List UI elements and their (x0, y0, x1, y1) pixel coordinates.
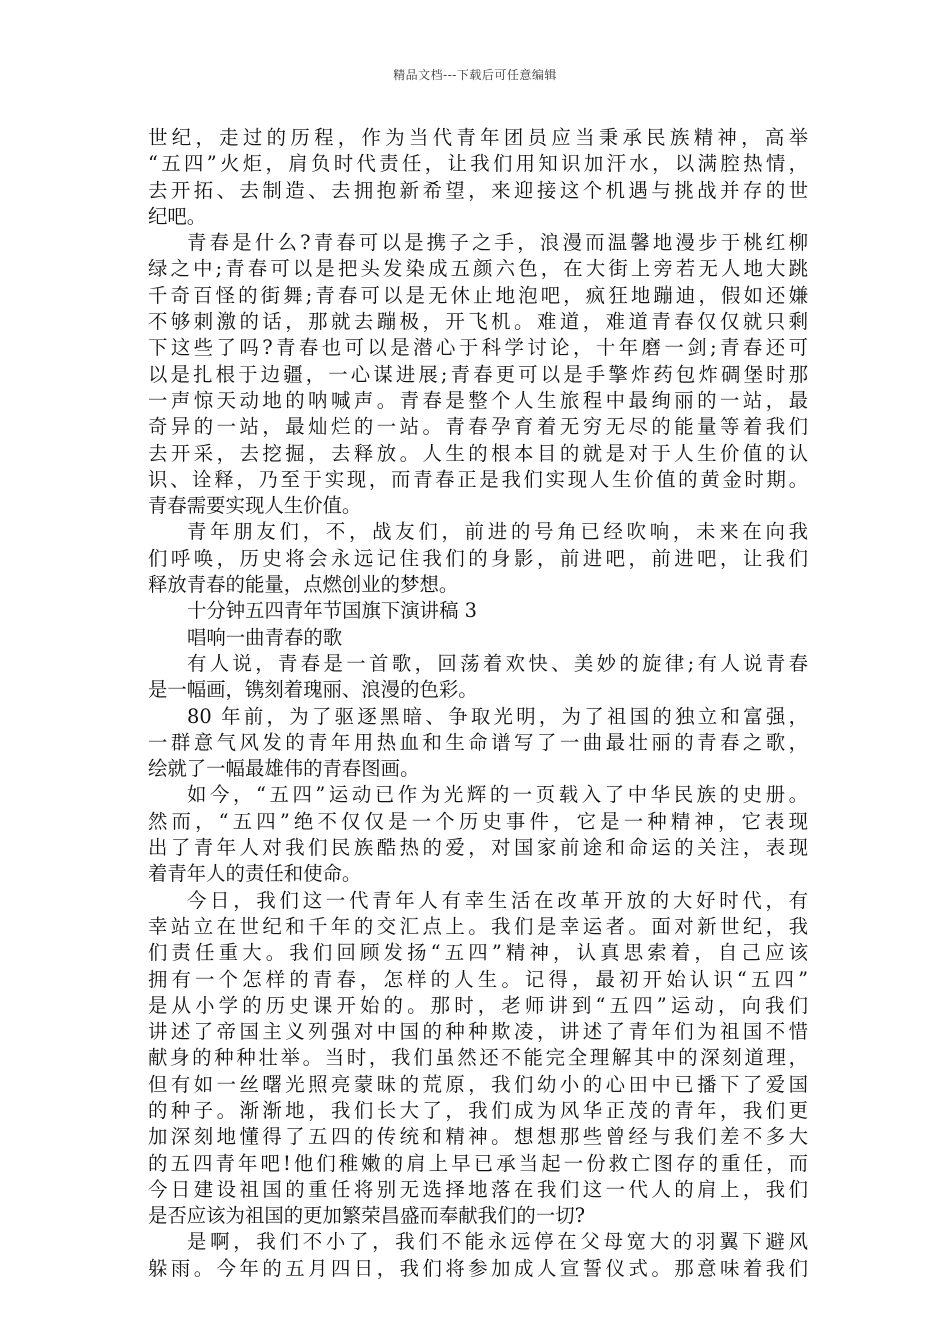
text-line: 着青年人的责任和使命。 (148, 862, 362, 886)
text-line: 有人说，青春是一首歌，回荡着欢快、美妙的旋律;有人说青春 (187, 651, 808, 675)
text-line: 是从小学的历史课开始的。那时，老师讲到“五四”运动，向我们 (148, 993, 808, 1017)
text-line: 世纪，走过的历程，作为当代青年团员应当秉承民族精神，高举 (148, 126, 808, 149)
text-line: 绘就了一幅最雄伟的青春图画。 (148, 757, 420, 781)
text-line: 们呼唤，历史将会永远记住我们的身影，前进吧，前进吧，让我们 (148, 546, 808, 570)
text-line: 十分钟五四青年节国旗下演讲稿 3 (187, 599, 477, 623)
text-line: 青春需要实现人生价值。 (148, 494, 362, 518)
text-line: 奇异的一站，最灿烂的一站。青春孕育着无穷无尽的能量等着我们 (148, 415, 808, 439)
text-line: 纪吧。 (148, 204, 207, 228)
text-line: 幸站立在世纪和千年的交汇点上。我们是幸运者。面对新世纪，我 (148, 914, 808, 938)
text-line: 千奇百怪的街舞;青春可以是无休止地泡吧，疯狂地蹦迪，假如还嫌 (148, 283, 808, 307)
text-line: 识、诠释，乃至于实现，而青春正是我们实现人生价值的黄金时期。 (148, 467, 808, 491)
text-line: 讲述了帝国主义列强对中国的种种欺凌，讲述了青年们为祖国不惜 (148, 1020, 808, 1044)
text-line: 出了青年人对我们民族酷热的爱，对国家前途和命运的关注，表现 (148, 836, 808, 860)
page-header: 精品文档---下载后可任意编辑 (393, 68, 557, 82)
text-line: 去开拓、去制造、去拥抱新希望，来迎接这个机遇与挑战并存的世 (148, 178, 808, 202)
text-line: 今日建设祖国的重任将别无选择地落在我们这一代人的肩上，我们 (148, 1177, 808, 1201)
text-line: 然而，“五四”绝不仅仅是一个历史事件，它是一种精神，它表现 (148, 809, 808, 833)
text-line: 如今，“五四”运动已作为光辉的一页载入了中华民族的史册。 (187, 783, 808, 807)
text-line: 的种子。渐渐地，我们长大了，我们成为风华正茂的青年，我们更 (148, 1098, 808, 1122)
text-line: 拥有一个怎样的青春，怎样的人生。记得，最初开始认识“五四” (148, 967, 808, 991)
text-line: 去开采，去挖掘，去释放。人生的根本目的就是对于人生价值的认 (148, 441, 808, 465)
text-line: 唱响一曲青春的歌 (187, 625, 343, 649)
text-line: 下这些了吗?青春也可以是潜心于科学讨论，十年磨一剑;青春还可 (148, 336, 808, 360)
text-line: “五四”火炬，肩负时代责任，让我们用知识加汗水，以满腔热情， (148, 152, 808, 176)
text-line: 青春是什么?青春可以是携子之手，浪漫而温馨地漫步于桃红柳 (187, 231, 808, 255)
text-line: 一声惊天动地的呐喊声。青春是整个人生旅程中最绚丽的一站，最 (148, 388, 808, 412)
text-line: 的五四青年吧!他们稚嫩的肩上早已承当起一份救亡图存的重任，而 (148, 1151, 808, 1175)
text-line: 今日，我们这一代青年人有幸生活在改革开放的大好时代，有 (187, 888, 808, 912)
text-line: 但有如一丝曙光照亮蒙昧的荒原，我们幼小的心田中已播下了爱国 (148, 1072, 808, 1096)
text-line: 不够刺激的话，那就去蹦极，开飞机。难道，难道青春仅仅就只剩 (148, 310, 808, 334)
text-line: 是一幅画，镌刻着瑰丽、浪漫的色彩。 (148, 678, 478, 702)
text-line: 献身的种种壮举。当时，我们虽然还不能完全理解其中的深刻道理， (148, 1046, 808, 1070)
text-line: 释放青春的能量，点燃创业的梦想。 (148, 573, 459, 597)
body-text (148, 125, 808, 1282)
text-line: 以是扎根于边疆，一心谋进展;青春更可以是手擎炸药包炸碉堡时那 (148, 362, 808, 386)
text-line: 80 年前，为了驱逐黑暗、争取光明，为了祖国的独立和富强， (187, 704, 808, 728)
text-line: 躲雨。今年的五月四日，我们将参加成人宣誓仪式。那意味着我们 (148, 1256, 808, 1280)
text-line: 们责任重大。我们回顾发扬“五四”精神，认真思索着，自己应该 (148, 941, 808, 965)
text-line: 青年朋友们，不，战友们，前进的号角已经吹响，未来在向我 (187, 520, 808, 544)
text-line: 一群意气风发的青年用热血和生命谱写了一曲最壮丽的青春之歌， (148, 730, 808, 754)
text-line: 绿之中;青春可以是把头发染成五颜六色，在大街上旁若无人地大跳 (148, 257, 808, 281)
text-line: 是啊，我们不小了，我们不能永远停在父母宽大的羽翼下避风 (187, 1230, 808, 1254)
text-line: 加深刻地懂得了五四的传统和精神。想想那些曾经与我们差不多大 (148, 1125, 808, 1149)
text-line: 是否应该为祖国的更加繁荣昌盛而奉献我们的一切? (148, 1204, 585, 1228)
